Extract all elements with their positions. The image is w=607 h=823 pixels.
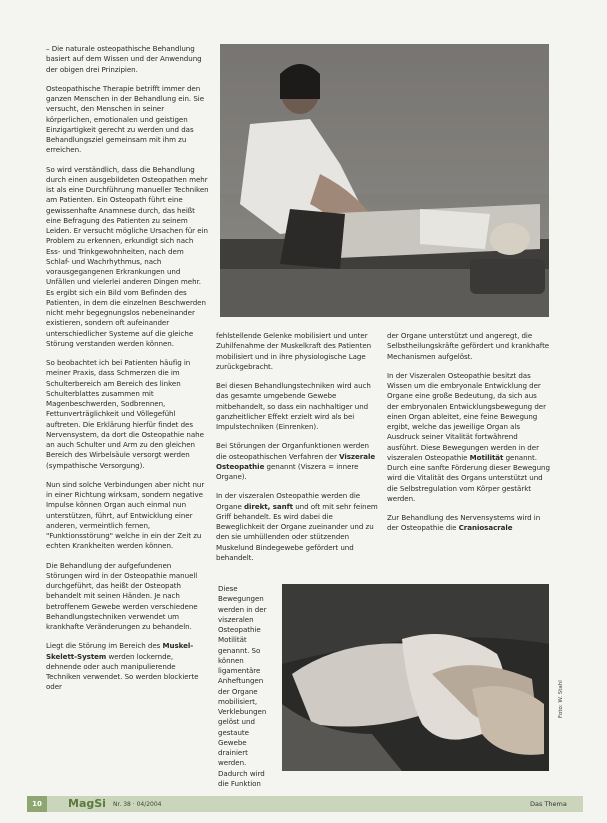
paragraph: So wird verständlich, dass die Behandlung durch einen ausgebildeten Osteopathen mehr ist als eine Durchführung manueller Techniken am Patienten. Ein Osteopath führt eine gewissenhafte Anamnese durch, das heißt eine Befragung des Patienten zu seinem Leiden. Er versucht mögliche Ursachen für ein Problem zu erkennen, erkundigt sich nach Ess- und Trinkgewohnheiten, nach dem Schlaf- und Wachrhythmus, nach vorausgegangenen Erkrankungen und Unfällen und vielerlei anderen Dingen mehr. Es ergibt sich ein Bild vom Befinden des Patienten, in dem die einzelnen Beschwerden nicht mehr begegnungslos nebeneinander existieren, sondern oft aufeinander unterschiedlicher Systeme auf die gleiche Störung verstanden werden können. [46, 164, 209, 348]
bold-term: Motilität [469, 452, 504, 462]
text-column-left [46, 44, 209, 693]
text-column-right [387, 331, 550, 534]
bold-term: Muskel-Skelett-System [46, 641, 194, 661]
paragraph [216, 491, 381, 563]
text-run: genannt (Viszera = innere Organe). [216, 461, 359, 481]
text-run: Liegt die Störung im Bereich des [46, 641, 163, 651]
paragraph: So beobachtet ich bei Patienten häufig in meiner Praxis, dass Schmerzen die im Schulterbereich am Bereich des linken Schulterblattes zusammen mit Magenbeschwerden, Sodbrennen, Fettunverträglichkeit und Völlegefühl auftreten. Die Erklärung hierfür findet des Nervensystem, da dort die Osteopathie nahe an auch Schulter und Arm zu den gleichen Bereich des Wirbelsäule versorgt werden (sympathische Versorgung). [46, 358, 204, 470]
bold-term: direkt, sanft [244, 501, 293, 511]
text-run: Bei Störungen der Organfunktionen werden die osteopathischen Verfahren der [216, 441, 369, 461]
magazine-logo: MagSi [68, 797, 106, 810]
issue-info: Nr. 38 · 04/2004 [113, 801, 162, 808]
text-run: Zur Behandlung des Nervensystems wird in der Osteopathie die [387, 513, 541, 533]
paragraph [216, 441, 381, 482]
paragraph: Bei diesen Behandlungstechniken wird auch das gesamte umgebende Gewebe mitbehandelt, so dass ein nachhaltiger und ganzheitlicher Effekt erzielt wird als bei Impulstechniken (Einrenken). [216, 381, 371, 431]
text-column-narrow [218, 584, 276, 789]
paragraph: Nun sind solche Verbindungen aber nicht nur in einer Richtung wirksam, sondern negative Impulse können Organ auch einmal nun unterstützen, führt, auf Entwicklung einer anderen, vermeintlich fernen, "Funktionsstörung" welche in ein der Zeit zu echten Krankheiten werden können. [46, 479, 205, 551]
photo-illustration [220, 44, 549, 317]
paragraph [387, 371, 550, 504]
section-label: Das Thema [530, 800, 567, 808]
paragraph: fehlstellende Gelenke mobilisiert und unter Zuhilfenahme der Muskelkraft des Patienten mobilisiert und in ihre physiologische Lage zurückgebracht. [216, 331, 372, 371]
paragraph: Die Behandlung der aufgefundenen Störungen wird in der Osteopathie manuell durchgeführt, das heißt der Osteopath behandelt mit seinen Händen. Je nach betroffenem Gewebe werden verschiedene Behandlungstechniken verwendet um krankhafte Veränderungen zu behandeln. [46, 560, 198, 631]
photo-craniosacral-treatment [282, 584, 549, 771]
text-run: genannt. Durch eine sanfte Förderung dieser Bewegung wird die Vitalität des Organs unterstützt und die Selbstregulation vom Körper gestärkt werden. [387, 452, 550, 503]
paragraph [387, 513, 550, 534]
paragraph: Osteopathische Therapie betrifft immer den ganzen Menschen in der Behandlung ein. Sie versucht, den Menschen in seiner körperlichen, emotionalen und geistigen Einzigartigkeit gerecht zu werden und das Behandlungsziel gemeinsam mit ihm zu erreichen. [46, 83, 205, 155]
paragraph: der Organe unterstützt und angeregt, die Selbstheilungskräfte gefördert und krankhafte Mechanismen aufgelöst. [387, 331, 550, 361]
photo-osteopath-abdominal-treatment [220, 44, 549, 317]
paragraph: – Die naturale osteopathische Behandlung basiert auf dem Wissen und der Anwendung der obigen drei Prinzipien. [46, 44, 202, 74]
photo-credit: Foto: W. Stahl [558, 680, 564, 718]
paragraph [46, 641, 209, 692]
text-run: In der Viszeralen Osteopathie besitzt das Wissen um die embryonale Entwicklung der Organe eine große Bedeutung, da sich aus der embryonalen Entwicklungsbewegung der einen Organ ableitet, eine feine Bewegung ergibt, welche das jeweilige Organ als Ausdruck seiner Vitalität fortwährend ausführt. Diese Bewegungen werden in der viszeralen Osteopathie [387, 370, 546, 462]
photo-illustration [282, 584, 549, 771]
paragraph: Diese Bewegungen werden in der viszeralen Osteopathie Motilität genannt. So können ligamentäre Anheftungen der Organe mobilisiert, Verklebungen gelöst und gestaute Gewebe drainiert werden. Dadurch wird die Funktion [218, 584, 267, 788]
text-run: werden lockernde, dehnende oder auch manipulierende Techniken verwendet. So werden blockierte oder [46, 651, 199, 692]
text-column-middle [216, 331, 381, 563]
text-run: und oft mit sehr feinem Griff behandelt. Es wird dabei die Beweglichkeit der Organe zueinander und zu den sie umhüllenden oder stützenden Muskelund Bindegewebe gefördert und behandelt. [216, 501, 378, 562]
bold-term: Viszerale Osteopathie [216, 451, 376, 471]
bold-term: Craniosacrale [458, 523, 513, 533]
text-run: In der viszeralen Osteopathie werden die Organe [216, 491, 361, 511]
footer-bar [27, 796, 583, 812]
page-number: 10 [27, 796, 47, 812]
